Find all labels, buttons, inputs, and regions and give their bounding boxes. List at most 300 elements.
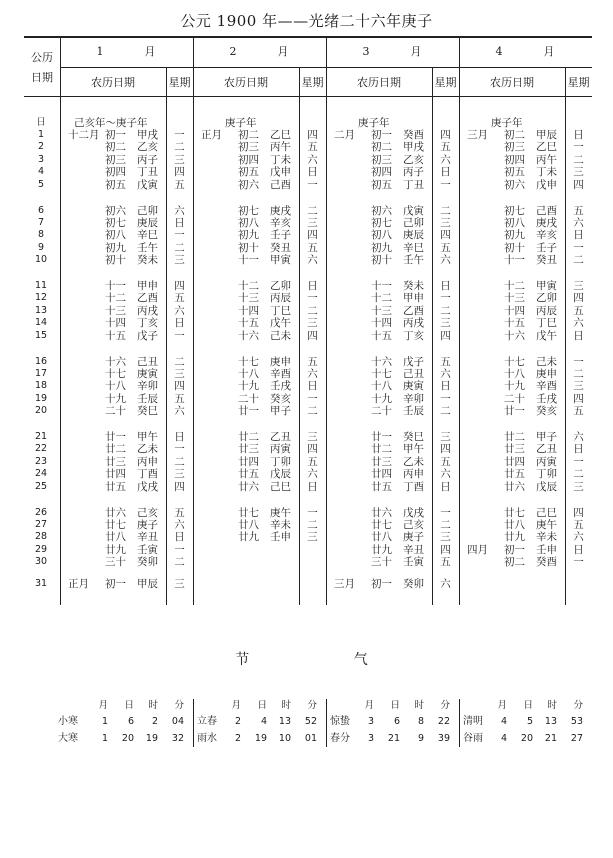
lunar-day: 初一: [371, 129, 392, 141]
solar-term-hour: 9: [417, 733, 424, 744]
weekday: 六: [440, 468, 451, 480]
solar-term-day: 5: [526, 716, 533, 727]
ganzhi: 乙卯: [536, 292, 557, 304]
weekday: 一: [174, 129, 185, 141]
gregorian-day: 18: [34, 380, 48, 391]
gregorian-day: 27: [34, 519, 48, 530]
ganzhi: 丙申: [403, 468, 424, 480]
lunar-day: 廿八: [371, 531, 392, 543]
ganzhi: 己未: [270, 330, 291, 342]
solar-term-month: 1: [101, 733, 108, 744]
weekday: 四: [174, 280, 185, 292]
table-top-rule: [24, 36, 592, 38]
gregorian-day: 11: [34, 280, 48, 291]
lunar-day: 廿九: [371, 544, 392, 556]
solar-term-minute: 32: [171, 733, 184, 744]
month-divider: [60, 36, 61, 605]
ganzhi: 癸丑: [270, 242, 291, 254]
lunar-day: 廿七: [105, 519, 126, 531]
solar-term-hour: 8: [417, 716, 424, 727]
lunar-day: 十八: [371, 380, 392, 392]
weekday: 六: [573, 217, 584, 229]
lunar-day: 十七: [504, 356, 525, 368]
weekday: 日: [440, 380, 451, 392]
weekday: 三: [440, 531, 451, 543]
ganzhi: 丙子: [137, 154, 158, 166]
weekday: 一: [307, 292, 318, 304]
lunar-day: 廿二: [504, 431, 525, 443]
weekday: 六: [440, 154, 451, 166]
lunar-day: 廿二: [371, 443, 392, 455]
ganzhi: 壬子: [270, 229, 291, 241]
weekday: 日: [174, 531, 185, 543]
ganzhi: 甲申: [403, 292, 424, 304]
lunar-day: 初四: [105, 166, 126, 178]
weekday: 六: [573, 531, 584, 543]
solar-term-header-minute: 分: [440, 700, 450, 711]
weekday: 三: [174, 578, 185, 590]
month-number: 3: [362, 45, 370, 58]
lunar-day: 初六: [504, 179, 525, 191]
ganzhi: 戊辰: [270, 468, 291, 480]
solar-term-minute: 04: [171, 716, 184, 727]
weekday: 日: [440, 166, 451, 178]
solar-term-minute: 22: [437, 716, 450, 727]
lunar-day: 廿七: [504, 507, 525, 519]
solar-terms-title: 节 气: [235, 652, 418, 668]
ganzhi: 乙酉: [137, 292, 158, 304]
weekday: 三: [307, 531, 318, 543]
weekday: 日: [307, 481, 318, 493]
ganzhi: 壬子: [536, 242, 557, 254]
ganzhi: 辛酉: [536, 380, 557, 392]
lunar-day: 十八: [504, 368, 525, 380]
ganzhi: 乙亥: [403, 154, 424, 166]
ganzhi: 己亥: [137, 507, 158, 519]
lunar-day: 初九: [105, 242, 126, 254]
weekday: 三: [174, 254, 185, 266]
ganzhi: 甲辰: [536, 129, 557, 141]
lunar-day: 廿五: [238, 468, 259, 480]
solar-term-hour: 19: [145, 733, 158, 744]
lunar-day: 十六: [504, 330, 525, 342]
month-unit: 月: [277, 45, 289, 58]
lunar-day: 廿九: [238, 531, 259, 543]
weekday: 六: [307, 468, 318, 480]
lunar-day: 廿一: [105, 431, 126, 443]
lunar-day: 十六: [371, 356, 392, 368]
ganzhi: 乙丑: [270, 431, 291, 443]
weekday: 五: [440, 456, 451, 468]
weekday: 三: [174, 368, 185, 380]
ganzhi: 己未: [536, 356, 557, 368]
weekday: 四: [307, 129, 318, 141]
page-title: 公元 1900 年——光绪二十六年庚子: [180, 12, 433, 30]
lunar-day: 二十: [504, 393, 525, 405]
lunar-day: 初八: [371, 229, 392, 241]
ganzhi: 壬辰: [403, 405, 424, 417]
lunar-month: 三月: [334, 578, 355, 590]
weekday: 二: [174, 456, 185, 468]
lunar-day: 十一: [371, 280, 392, 292]
ganzhi: 癸巳: [403, 431, 424, 443]
gregorian-day: 6: [37, 205, 45, 216]
gregorian-day: 15: [34, 330, 48, 341]
gregorian-day: 17: [34, 368, 48, 379]
lunar-day: 十一: [238, 254, 259, 266]
ganzhi: 壬申: [270, 531, 291, 543]
lunar-day: 初二: [238, 129, 259, 141]
lunar-day: 十七: [238, 356, 259, 368]
ganzhi: 乙丑: [536, 443, 557, 455]
lunar-day: 初九: [238, 229, 259, 241]
lunar-day: 十四: [238, 305, 259, 317]
weekday: 二: [307, 305, 318, 317]
weekday: 二: [307, 519, 318, 531]
lunar-day: 廿八: [504, 519, 525, 531]
solar-term-header-month: 月: [231, 700, 241, 711]
lunar-day: 初三: [371, 154, 392, 166]
lunar-day: 初二: [105, 141, 126, 153]
solar-term-day: 20: [121, 733, 134, 744]
lunar-day: 初八: [238, 217, 259, 229]
ganzhi: 甲子: [270, 405, 291, 417]
month-divider: [326, 36, 327, 605]
ganzhi: 戊子: [137, 330, 158, 342]
gregorian-day: 24: [34, 468, 48, 479]
solar-term-name: 惊蛰: [330, 716, 350, 727]
ganzhi: 乙未: [403, 456, 424, 468]
gregorian-day: 19: [34, 393, 48, 404]
weekday: 日: [440, 280, 451, 292]
lunar-day: 廿六: [371, 507, 392, 519]
ganzhi: 壬寅: [403, 556, 424, 568]
solar-term-month: 2: [234, 716, 241, 727]
weekday: 三: [307, 217, 318, 229]
weekday: 四: [174, 166, 185, 178]
solar-term-header-day: 日: [390, 700, 400, 711]
solar-term-header-hour: 时: [148, 700, 158, 711]
ganzhi: 辛丑: [137, 531, 158, 543]
lunar-day: 初一: [504, 544, 525, 556]
weekday: 一: [307, 179, 318, 191]
weekday: 四: [307, 330, 318, 342]
solar-term-name: 谷雨: [463, 733, 483, 744]
ganzhi: 癸未: [137, 254, 158, 266]
weekday: 五: [573, 205, 584, 217]
lunar-day: 初六: [371, 205, 392, 217]
ganzhi: 戊戌: [137, 481, 158, 493]
weekday: 四: [573, 179, 584, 191]
solar-term-divider: [459, 699, 460, 747]
gregorian-day: 31: [34, 578, 48, 589]
ganzhi: 乙巳: [536, 141, 557, 153]
weekday: 二: [307, 205, 318, 217]
lunar-day: 廿一: [504, 405, 525, 417]
solar-term-header-month: 月: [364, 700, 374, 711]
weekday: 二: [440, 205, 451, 217]
solar-term-day: 6: [393, 716, 400, 727]
gregorian-day: 1: [37, 129, 45, 140]
gregorian-day: 25: [34, 481, 48, 492]
weekday: 三: [573, 380, 584, 392]
solar-term-name: 春分: [330, 733, 350, 744]
ganzhi: 壬辰: [137, 393, 158, 405]
weekday: 三: [174, 154, 185, 166]
weekday: 五: [307, 141, 318, 153]
lunar-day: 二十: [105, 405, 126, 417]
weekday: 六: [174, 205, 185, 217]
ganzhi: 甲午: [137, 431, 158, 443]
solar-term-month: 3: [367, 716, 374, 727]
solar-term-hour: 13: [278, 716, 291, 727]
ganzhi: 辛卯: [403, 393, 424, 405]
ganzhi: 甲子: [536, 431, 557, 443]
ganzhi: 丙辰: [270, 292, 291, 304]
solar-term-name: 大寒: [58, 733, 78, 744]
ganzhi: 丁丑: [137, 166, 158, 178]
gregorian-day: 8: [37, 229, 45, 240]
ganzhi: 庚辰: [137, 217, 158, 229]
gregorian-day: 21: [34, 431, 48, 442]
lunar-day: 廿九: [504, 531, 525, 543]
solar-term-month: 1: [101, 716, 108, 727]
lunar-day: 廿八: [105, 531, 126, 543]
weekday: 六: [174, 305, 185, 317]
weekday: 日: [573, 129, 584, 141]
lunar-day: 十四: [105, 317, 126, 329]
ganzhi: 癸酉: [536, 556, 557, 568]
ganzhi: 己卯: [137, 205, 158, 217]
lunar-month: 四月: [467, 544, 488, 556]
weekday: 四: [573, 507, 584, 519]
solar-term-name: 小寒: [58, 716, 78, 727]
ganzhi: 戊午: [536, 330, 557, 342]
weekday: 五: [440, 242, 451, 254]
ganzhi: 庚寅: [137, 368, 158, 380]
lunar-day: 廿二: [105, 443, 126, 455]
gregorian-day: 22: [34, 443, 48, 454]
weekday: 二: [307, 405, 318, 417]
weekday: 六: [573, 317, 584, 329]
lunar-day: 初六: [238, 179, 259, 191]
weekday: 六: [440, 578, 451, 590]
lunar-day: 初十: [371, 254, 392, 266]
weekday: 五: [440, 141, 451, 153]
gregorian-day: 9: [37, 242, 45, 253]
weekday: 日: [174, 217, 185, 229]
lunar-day: 十九: [238, 380, 259, 392]
weekday: 一: [174, 443, 185, 455]
lunar-day: 廿五: [371, 481, 392, 493]
ganzhi: 己酉: [536, 205, 557, 217]
solar-term-header-minute: 分: [573, 700, 583, 711]
lunar-year-label: 庚子年: [358, 117, 390, 129]
ganzhi: 壬午: [137, 242, 158, 254]
weekday: 二: [174, 356, 185, 368]
solar-term-header-day: 日: [257, 700, 267, 711]
gregorian-day: 5: [37, 179, 45, 190]
lunar-day: 初二: [504, 129, 525, 141]
ganzhi: 辛未: [536, 531, 557, 543]
corner-header-top: 公历: [31, 51, 53, 64]
lunar-day: 初四: [238, 154, 259, 166]
solar-term-header-hour: 时: [281, 700, 291, 711]
lunar-day: 十四: [504, 305, 525, 317]
lunar-year-label: 庚子年: [225, 117, 257, 129]
ganzhi: 癸未: [403, 280, 424, 292]
ganzhi: 甲寅: [536, 280, 557, 292]
solar-term-header-minute: 分: [307, 700, 317, 711]
weekday-header: 星期: [301, 76, 324, 89]
weekday: 一: [440, 393, 451, 405]
gregorian-day: 20: [34, 405, 48, 416]
ganzhi: 丁丑: [403, 179, 424, 191]
weekday: 一: [307, 507, 318, 519]
weekday: 三: [174, 468, 185, 480]
ganzhi: 庚午: [270, 507, 291, 519]
weekday: 五: [307, 456, 318, 468]
ganzhi: 庚戌: [270, 205, 291, 217]
lunar-day: 廿四: [504, 456, 525, 468]
ganzhi: 庚戌: [536, 217, 557, 229]
weekday-header: 星期: [168, 76, 191, 89]
lunar-day: 十二: [105, 292, 126, 304]
lunar-day: 廿七: [371, 519, 392, 531]
weekday: 六: [573, 431, 584, 443]
gregorian-day: 30: [34, 556, 48, 567]
ganzhi: 丁未: [270, 154, 291, 166]
gregorian-day: 29: [34, 544, 48, 555]
solar-term-minute: 27: [570, 733, 583, 744]
solar-term-month: 4: [500, 716, 507, 727]
ganzhi: 戊寅: [137, 179, 158, 191]
lunar-day: 初十: [238, 242, 259, 254]
lunar-day: 初三: [504, 141, 525, 153]
lunar-date-header: 农历日期: [224, 76, 268, 89]
weekday: 一: [573, 456, 584, 468]
ganzhi: 丁未: [536, 166, 557, 178]
weekday: 三: [307, 431, 318, 443]
solar-term-name: 雨水: [197, 733, 217, 744]
ganzhi: 癸酉: [403, 129, 424, 141]
weekday: 二: [573, 468, 584, 480]
ganzhi: 甲寅: [270, 254, 291, 266]
lunar-day: 初九: [504, 229, 525, 241]
gregorian-day: 14: [34, 317, 48, 328]
lunar-day: 廿四: [238, 456, 259, 468]
weekday: 五: [440, 556, 451, 568]
solar-term-minute: 39: [437, 733, 450, 744]
ganzhi: 丁亥: [403, 330, 424, 342]
lunar-day: 十六: [105, 356, 126, 368]
lunar-day: 三十: [105, 556, 126, 568]
month-unit: 月: [543, 45, 555, 58]
solar-term-header-day: 日: [523, 700, 533, 711]
weekday-header: 星期: [434, 76, 457, 89]
ganzhi: 癸巳: [137, 405, 158, 417]
weekday: 四: [440, 129, 451, 141]
ganzhi: 乙未: [137, 443, 158, 455]
lunar-day: 初八: [105, 229, 126, 241]
corner-header-bottom: 日期: [31, 71, 53, 84]
ganzhi: 辛未: [270, 519, 291, 531]
weekday: 二: [440, 305, 451, 317]
weekday: 五: [573, 305, 584, 317]
lunar-day: 十六: [238, 330, 259, 342]
ganzhi: 戊子: [403, 356, 424, 368]
ganzhi: 己巳: [270, 481, 291, 493]
lunar-day: 廿三: [504, 443, 525, 455]
solar-term-header-month: 月: [98, 700, 108, 711]
solar-term-day: 6: [127, 716, 134, 727]
lunar-day: 初六: [105, 205, 126, 217]
weekday: 二: [573, 254, 584, 266]
weekday: 一: [174, 544, 185, 556]
weekday: 二: [573, 368, 584, 380]
lunar-day: 廿一: [371, 431, 392, 443]
weekday: 五: [573, 519, 584, 531]
ganzhi: 甲戌: [403, 141, 424, 153]
gregorian-day: 28: [34, 531, 48, 542]
day-label: 日: [36, 117, 46, 128]
lunar-day: 初二: [371, 141, 392, 153]
month-divider: [459, 36, 460, 605]
weekday: 四: [573, 393, 584, 405]
lunar-month: 正月: [68, 578, 89, 590]
weekday: 三: [440, 217, 451, 229]
gregorian-day: 10: [34, 254, 48, 265]
lunar-day: 二十: [238, 393, 259, 405]
weekday: 六: [440, 368, 451, 380]
solar-term-minute: 53: [570, 716, 583, 727]
weekday: 三: [440, 431, 451, 443]
lunar-day: 十一: [105, 280, 126, 292]
ganzhi: 庚午: [536, 519, 557, 531]
ganzhi: 癸丑: [536, 254, 557, 266]
ganzhi: 癸卯: [403, 578, 424, 590]
lunar-month: 十二月: [68, 129, 100, 141]
ganzhi: 丙辰: [536, 305, 557, 317]
lunar-day: 初五: [105, 179, 126, 191]
ganzhi: 己卯: [403, 217, 424, 229]
lunar-day: 十二: [238, 280, 259, 292]
lunar-day: 十七: [371, 368, 392, 380]
ganzhi: 壬戌: [536, 393, 557, 405]
ganzhi: 丙戌: [137, 305, 158, 317]
lunar-day: 十八: [238, 368, 259, 380]
ganzhi: 乙巳: [270, 129, 291, 141]
ganzhi: 戊申: [270, 166, 291, 178]
ganzhi: 丙午: [536, 154, 557, 166]
lunar-day: 十九: [371, 393, 392, 405]
month-number: 1: [96, 45, 104, 58]
solar-term-header-hour: 时: [414, 700, 424, 711]
weekday: 五: [174, 292, 185, 304]
lunar-day: 初四: [504, 154, 525, 166]
ganzhi: 戊辰: [536, 481, 557, 493]
lunar-day: 廿八: [238, 519, 259, 531]
solar-term-header-day: 日: [124, 700, 134, 711]
solar-term-name: 立春: [197, 716, 217, 727]
lunar-year-label: 庚子年: [491, 117, 523, 129]
lunar-day: 初九: [371, 242, 392, 254]
ganzhi: 己亥: [403, 519, 424, 531]
weekday: 一: [573, 556, 584, 568]
lunar-day: 初一: [105, 578, 126, 590]
lunar-day: 初一: [105, 129, 126, 141]
lunar-day: 十五: [238, 317, 259, 329]
